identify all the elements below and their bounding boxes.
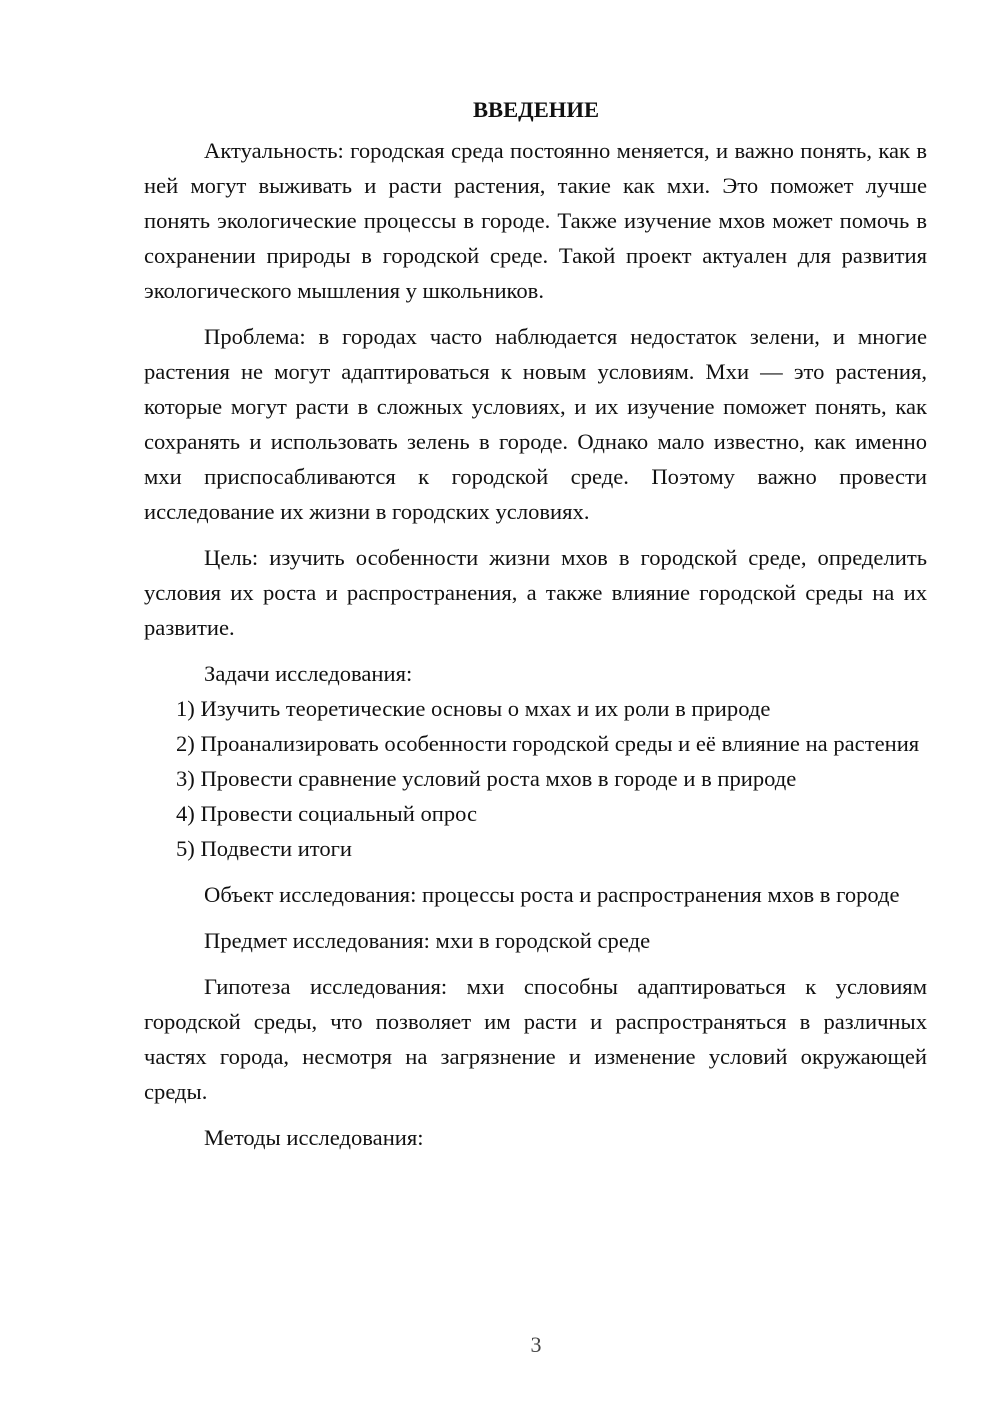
goal-paragraph: Цель: изучить особенности жизни мхов в городской среде, определить условия их роста и распространения, а также влияние городской среды на их развитие. [144,545,927,640]
tasks-heading: Задачи исследования: [204,661,413,686]
relevance-paragraph: Актуальность: городская среда постоянно меняется, и важно понять, как в ней могут выживать и расти растения, такие как мхи. Это поможет лучше понять экологические процессы в городе. Также изучение мхов может помочь в сохранении природы в городской среде. Такой проект актуален для развития экологического мышления у школьников. [144,138,927,303]
task-item: 3) Провести сравнение условий роста мхов в городе и в природе [176,766,797,791]
problem-paragraph: Проблема: в городах часто наблюдается недостаток зелени, и многие растения не могут адаптироваться к новым условиям. Мхи — это растения, которые могут расти в сложных условиях, и их изучение поможет понять, как сохранять и использовать зелень в городе. Однако мало известно, как именно мхи приспосабливаются к городской среде. Поэтому важно провести исследование их жизни в городских условиях. [144,324,927,524]
task-item: 1) Изучить теоретические основы о мхах и их роли в природе [176,696,771,721]
task-item: 5) Подвести итоги [176,836,353,861]
task-item: 4) Провести социальный опрос [176,801,478,826]
methods-heading: Методы исследования: [204,1125,424,1150]
subject-paragraph: Предмет исследования: мхи в городской среде [204,928,651,953]
page-number: 3 [530,1332,542,1357]
document-page [144,92,927,1155]
object-paragraph: Объект исследования: процессы роста и распространения мхов в городе [204,882,900,907]
page-title: ВВЕДЕНИЕ [472,97,600,122]
task-item: 2) Проанализировать особенности городской среды и её влияние на растения [176,731,920,756]
hypothesis-paragraph: Гипотеза исследования: мхи способны адаптироваться к условиям городской среды, что позволяет им расти и распространяться в различных частях города, несмотря на загрязнение и изменение условий окружающей среды. [144,974,927,1104]
